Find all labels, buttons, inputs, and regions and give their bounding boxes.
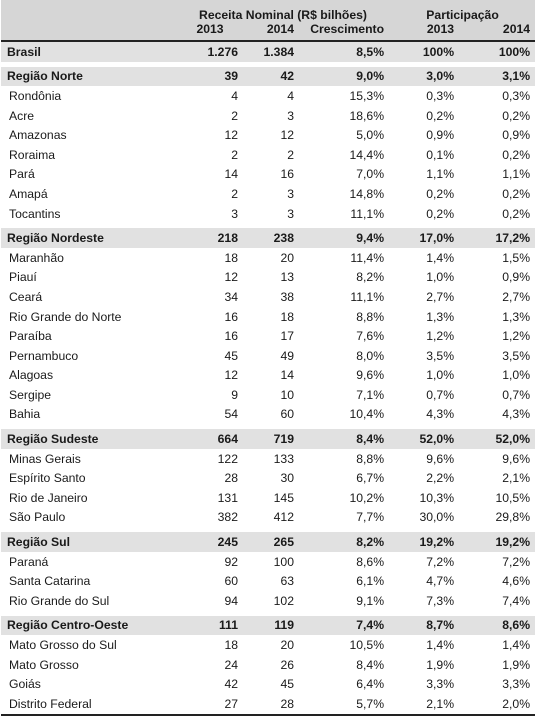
row-growth-cell: 8,8% <box>299 449 389 469</box>
row-share-2013-cell: 0,7% <box>389 385 459 405</box>
row-revenue-2014-cell: 238 <box>243 226 299 248</box>
row-growth-cell: 14,4% <box>299 145 389 165</box>
row-revenue-2014-cell: 145 <box>243 488 299 508</box>
table-row-state <box>1 385 535 405</box>
row-revenue-2014-cell: 60 <box>243 405 299 427</box>
row-revenue-2014-cell: 1.384 <box>243 41 299 64</box>
row-share-2013-cell: 1,0% <box>389 268 459 288</box>
row-growth-cell: 9,0% <box>299 64 389 86</box>
header-receita-nominal: Receita Nominal (R$ bilhões) <box>176 0 389 22</box>
row-revenue-2013-cell: 2 <box>176 145 243 165</box>
row-revenue-2014-cell: 20 <box>243 248 299 268</box>
table-row-state <box>1 552 535 572</box>
row-share-2013-cell: 3,5% <box>389 346 459 366</box>
row-share-2014-cell: 1,1% <box>459 165 535 185</box>
row-revenue-2013-cell: 664 <box>176 427 243 449</box>
table-row-region <box>1 530 535 552</box>
row-share-2014-cell: 100% <box>459 41 535 64</box>
row-name-cell: Mato Grosso do Sul <box>1 635 176 655</box>
row-share-2013-cell: 30,0% <box>389 508 459 530</box>
row-revenue-2013-cell: 24 <box>176 655 243 675</box>
row-share-2013-cell: 2,7% <box>389 287 459 307</box>
table-row-region <box>1 613 535 635</box>
row-name-cell: Região Sudeste <box>1 427 176 449</box>
row-share-2014-cell: 2,1% <box>459 468 535 488</box>
row-share-2013-cell: 8,7% <box>389 613 459 635</box>
table-row-region <box>1 226 535 248</box>
row-growth-cell: 10,4% <box>299 405 389 427</box>
row-name-cell: Rio de Janeiro <box>1 488 176 508</box>
row-name-cell: Goiás <box>1 674 176 694</box>
row-name-cell: Paraná <box>1 552 176 572</box>
row-share-2013-cell: 2,2% <box>389 468 459 488</box>
row-share-2014-cell: 2,7% <box>459 287 535 307</box>
row-share-2014-cell: 0,2% <box>459 106 535 126</box>
row-name-cell: Bahia <box>1 405 176 427</box>
row-name-cell: Região Nordeste <box>1 226 176 248</box>
row-share-2014-cell: 10,5% <box>459 488 535 508</box>
header-col-participacao-2014: 2014 <box>459 22 535 41</box>
row-share-2014-cell: 3,1% <box>459 64 535 86</box>
row-revenue-2013-cell: 94 <box>176 591 243 613</box>
row-share-2014-cell: 8,6% <box>459 613 535 635</box>
row-name-cell: Maranhão <box>1 248 176 268</box>
header-col-2014: 2014 <box>243 22 299 41</box>
row-revenue-2014-cell: 3 <box>243 106 299 126</box>
row-growth-cell: 8,2% <box>299 530 389 552</box>
row-share-2013-cell: 7,2% <box>389 552 459 572</box>
table-row-state <box>1 125 535 145</box>
row-share-2014-cell: 0,2% <box>459 145 535 165</box>
row-growth-cell: 6,7% <box>299 468 389 488</box>
row-name-cell: Tocantins <box>1 204 176 226</box>
header-blank-cell <box>1 22 176 41</box>
row-share-2014-cell: 29,8% <box>459 508 535 530</box>
row-growth-cell: 7,0% <box>299 165 389 185</box>
row-revenue-2013-cell: 2 <box>176 184 243 204</box>
row-growth-cell: 9,6% <box>299 366 389 386</box>
row-revenue-2013-cell: 18 <box>176 248 243 268</box>
table-row-state <box>1 366 535 386</box>
revenue-table <box>1 0 535 716</box>
row-share-2013-cell: 0,3% <box>389 86 459 106</box>
row-revenue-2013-cell: 4 <box>176 86 243 106</box>
row-name-cell: Espírito Santo <box>1 468 176 488</box>
row-revenue-2013-cell: 245 <box>176 530 243 552</box>
row-growth-cell: 9,1% <box>299 591 389 613</box>
row-share-2013-cell: 1,1% <box>389 165 459 185</box>
table-row-state <box>1 106 535 126</box>
row-revenue-2013-cell: 54 <box>176 405 243 427</box>
table-row-state <box>1 405 535 427</box>
row-share-2014-cell: 7,4% <box>459 591 535 613</box>
row-revenue-2013-cell: 42 <box>176 674 243 694</box>
row-name-cell: Brasil <box>1 41 176 64</box>
row-name-cell: Pará <box>1 165 176 185</box>
row-revenue-2014-cell: 28 <box>243 694 299 715</box>
row-share-2013-cell: 10,3% <box>389 488 459 508</box>
table-row-state <box>1 449 535 469</box>
table-row-region <box>1 64 535 86</box>
row-name-cell: São Paulo <box>1 508 176 530</box>
table-row-state <box>1 165 535 185</box>
row-share-2014-cell: 7,2% <box>459 552 535 572</box>
row-share-2013-cell: 2,1% <box>389 694 459 715</box>
row-revenue-2013-cell: 16 <box>176 326 243 346</box>
row-revenue-2013-cell: 16 <box>176 307 243 327</box>
header-columns-row <box>1 22 535 41</box>
row-revenue-2014-cell: 133 <box>243 449 299 469</box>
row-name-cell: Santa Catarina <box>1 571 176 591</box>
row-name-cell: Amapá <box>1 184 176 204</box>
row-share-2013-cell: 3,0% <box>389 64 459 86</box>
table-row-state <box>1 204 535 226</box>
row-share-2013-cell: 1,9% <box>389 655 459 675</box>
row-share-2013-cell: 1,2% <box>389 326 459 346</box>
table-row-state <box>1 86 535 106</box>
row-name-cell: Minas Gerais <box>1 449 176 469</box>
row-share-2014-cell: 0,9% <box>459 125 535 145</box>
row-revenue-2014-cell: 45 <box>243 674 299 694</box>
row-name-cell: Alagoas <box>1 366 176 386</box>
row-name-cell: Região Centro-Oeste <box>1 613 176 635</box>
row-growth-cell: 11,1% <box>299 204 389 226</box>
row-growth-cell: 8,4% <box>299 427 389 449</box>
header-col-2013: 2013 <box>176 22 243 41</box>
row-share-2014-cell: 4,3% <box>459 405 535 427</box>
row-name-cell: Sergipe <box>1 385 176 405</box>
row-growth-cell: 6,1% <box>299 571 389 591</box>
row-growth-cell: 11,1% <box>299 287 389 307</box>
row-revenue-2013-cell: 2 <box>176 106 243 126</box>
row-revenue-2013-cell: 34 <box>176 287 243 307</box>
row-growth-cell: 5,7% <box>299 694 389 715</box>
row-name-cell: Paraíba <box>1 326 176 346</box>
row-revenue-2014-cell: 719 <box>243 427 299 449</box>
row-growth-cell: 8,4% <box>299 655 389 675</box>
table-body <box>1 41 535 715</box>
row-share-2014-cell: 1,2% <box>459 326 535 346</box>
row-revenue-2013-cell: 3 <box>176 204 243 226</box>
table-row-state <box>1 307 535 327</box>
row-share-2014-cell: 4,6% <box>459 571 535 591</box>
row-growth-cell: 15,3% <box>299 86 389 106</box>
row-share-2013-cell: 7,3% <box>389 591 459 613</box>
row-share-2013-cell: 0,9% <box>389 125 459 145</box>
row-share-2014-cell: 1,9% <box>459 655 535 675</box>
row-name-cell: Acre <box>1 106 176 126</box>
row-revenue-2013-cell: 382 <box>176 508 243 530</box>
row-revenue-2013-cell: 131 <box>176 488 243 508</box>
row-revenue-2013-cell: 28 <box>176 468 243 488</box>
row-name-cell: Ceará <box>1 287 176 307</box>
row-revenue-2013-cell: 92 <box>176 552 243 572</box>
row-growth-cell: 14,8% <box>299 184 389 204</box>
row-revenue-2014-cell: 100 <box>243 552 299 572</box>
row-revenue-2014-cell: 2 <box>243 145 299 165</box>
row-share-2013-cell: 1,4% <box>389 635 459 655</box>
row-share-2013-cell: 100% <box>389 41 459 64</box>
table-row-state <box>1 674 535 694</box>
row-revenue-2014-cell: 13 <box>243 268 299 288</box>
row-revenue-2013-cell: 9 <box>176 385 243 405</box>
row-growth-cell: 8,8% <box>299 307 389 327</box>
row-growth-cell: 7,7% <box>299 508 389 530</box>
row-revenue-2013-cell: 122 <box>176 449 243 469</box>
row-growth-cell: 18,6% <box>299 106 389 126</box>
row-share-2013-cell: 17,0% <box>389 226 459 248</box>
row-growth-cell: 7,6% <box>299 326 389 346</box>
row-share-2014-cell: 1,5% <box>459 248 535 268</box>
row-revenue-2013-cell: 27 <box>176 694 243 715</box>
row-revenue-2014-cell: 30 <box>243 468 299 488</box>
table-row-state <box>1 268 535 288</box>
table-row-state <box>1 591 535 613</box>
table-row-state <box>1 326 535 346</box>
row-revenue-2014-cell: 102 <box>243 591 299 613</box>
table-row-state <box>1 571 535 591</box>
row-share-2014-cell: 1,0% <box>459 366 535 386</box>
row-revenue-2014-cell: 3 <box>243 184 299 204</box>
row-share-2014-cell: 52,0% <box>459 427 535 449</box>
row-share-2014-cell: 3,3% <box>459 674 535 694</box>
table-row-state <box>1 346 535 366</box>
table-row-region <box>1 427 535 449</box>
row-growth-cell: 8,6% <box>299 552 389 572</box>
row-share-2014-cell: 3,5% <box>459 346 535 366</box>
header-col-crescimento: Crescimento <box>299 22 389 41</box>
row-share-2013-cell: 1,4% <box>389 248 459 268</box>
table-header <box>1 0 535 41</box>
row-share-2014-cell: 9,6% <box>459 449 535 469</box>
row-share-2014-cell: 0,3% <box>459 86 535 106</box>
row-revenue-2013-cell: 39 <box>176 64 243 86</box>
row-name-cell: Rio Grande do Sul <box>1 591 176 613</box>
row-revenue-2013-cell: 12 <box>176 366 243 386</box>
row-share-2014-cell: 0,2% <box>459 184 535 204</box>
header-participacao: Participação <box>389 0 535 22</box>
row-revenue-2014-cell: 265 <box>243 530 299 552</box>
row-revenue-2014-cell: 20 <box>243 635 299 655</box>
row-share-2013-cell: 3,3% <box>389 674 459 694</box>
row-share-2013-cell: 19,2% <box>389 530 459 552</box>
row-share-2014-cell: 17,2% <box>459 226 535 248</box>
row-share-2013-cell: 1,0% <box>389 366 459 386</box>
row-name-cell: Roraima <box>1 145 176 165</box>
row-revenue-2014-cell: 49 <box>243 346 299 366</box>
row-share-2014-cell: 2,0% <box>459 694 535 715</box>
header-col-participacao-2013: 2013 <box>389 22 459 41</box>
row-revenue-2014-cell: 3 <box>243 204 299 226</box>
table-row-state <box>1 248 535 268</box>
row-growth-cell: 5,0% <box>299 125 389 145</box>
table-row-state <box>1 488 535 508</box>
table-row-state <box>1 184 535 204</box>
row-revenue-2013-cell: 1.276 <box>176 41 243 64</box>
row-revenue-2013-cell: 218 <box>176 226 243 248</box>
row-growth-cell: 7,1% <box>299 385 389 405</box>
row-share-2014-cell: 1,3% <box>459 307 535 327</box>
row-growth-cell: 8,0% <box>299 346 389 366</box>
row-revenue-2014-cell: 42 <box>243 64 299 86</box>
row-share-2014-cell: 19,2% <box>459 530 535 552</box>
row-revenue-2013-cell: 14 <box>176 165 243 185</box>
row-share-2014-cell: 0,9% <box>459 268 535 288</box>
row-name-cell: Pernambuco <box>1 346 176 366</box>
row-revenue-2014-cell: 26 <box>243 655 299 675</box>
table-row-state <box>1 635 535 655</box>
row-growth-cell: 7,4% <box>299 613 389 635</box>
row-revenue-2014-cell: 16 <box>243 165 299 185</box>
row-share-2013-cell: 0,1% <box>389 145 459 165</box>
row-name-cell: Piauí <box>1 268 176 288</box>
table-row-state <box>1 508 535 530</box>
row-share-2013-cell: 52,0% <box>389 427 459 449</box>
row-share-2014-cell: 0,7% <box>459 385 535 405</box>
row-revenue-2014-cell: 38 <box>243 287 299 307</box>
row-share-2013-cell: 4,7% <box>389 571 459 591</box>
row-growth-cell: 9,4% <box>299 226 389 248</box>
row-growth-cell: 10,2% <box>299 488 389 508</box>
row-revenue-2014-cell: 119 <box>243 613 299 635</box>
row-revenue-2014-cell: 63 <box>243 571 299 591</box>
row-growth-cell: 6,4% <box>299 674 389 694</box>
row-name-cell: Distrito Federal <box>1 694 176 715</box>
row-revenue-2013-cell: 45 <box>176 346 243 366</box>
row-revenue-2014-cell: 12 <box>243 125 299 145</box>
row-name-cell: Amazonas <box>1 125 176 145</box>
row-name-cell: Região Sul <box>1 530 176 552</box>
row-revenue-2013-cell: 12 <box>176 125 243 145</box>
row-share-2013-cell: 9,6% <box>389 449 459 469</box>
row-revenue-2014-cell: 18 <box>243 307 299 327</box>
row-share-2013-cell: 0,2% <box>389 106 459 126</box>
row-revenue-2014-cell: 412 <box>243 508 299 530</box>
row-growth-cell: 8,2% <box>299 268 389 288</box>
row-name-cell: Mato Grosso <box>1 655 176 675</box>
table-row-state <box>1 145 535 165</box>
row-growth-cell: 8,5% <box>299 41 389 64</box>
table-row-state <box>1 468 535 488</box>
row-revenue-2013-cell: 60 <box>176 571 243 591</box>
row-name-cell: Rondônia <box>1 86 176 106</box>
row-share-2014-cell: 0,2% <box>459 204 535 226</box>
header-group-row <box>1 0 535 22</box>
row-revenue-2014-cell: 4 <box>243 86 299 106</box>
table-row-state <box>1 655 535 675</box>
row-share-2013-cell: 4,3% <box>389 405 459 427</box>
row-revenue-2014-cell: 14 <box>243 366 299 386</box>
row-name-cell: Região Norte <box>1 64 176 86</box>
header-blank-cell <box>1 0 176 22</box>
row-share-2014-cell: 1,4% <box>459 635 535 655</box>
row-share-2013-cell: 0,2% <box>389 184 459 204</box>
row-revenue-2014-cell: 10 <box>243 385 299 405</box>
row-share-2013-cell: 1,3% <box>389 307 459 327</box>
row-revenue-2013-cell: 111 <box>176 613 243 635</box>
row-share-2013-cell: 0,2% <box>389 204 459 226</box>
row-growth-cell: 10,5% <box>299 635 389 655</box>
row-name-cell: Rio Grande do Norte <box>1 307 176 327</box>
row-revenue-2013-cell: 18 <box>176 635 243 655</box>
table-row-state <box>1 287 535 307</box>
row-revenue-2013-cell: 12 <box>176 268 243 288</box>
row-growth-cell: 11,4% <box>299 248 389 268</box>
table-row-region <box>1 41 535 64</box>
row-revenue-2014-cell: 17 <box>243 326 299 346</box>
